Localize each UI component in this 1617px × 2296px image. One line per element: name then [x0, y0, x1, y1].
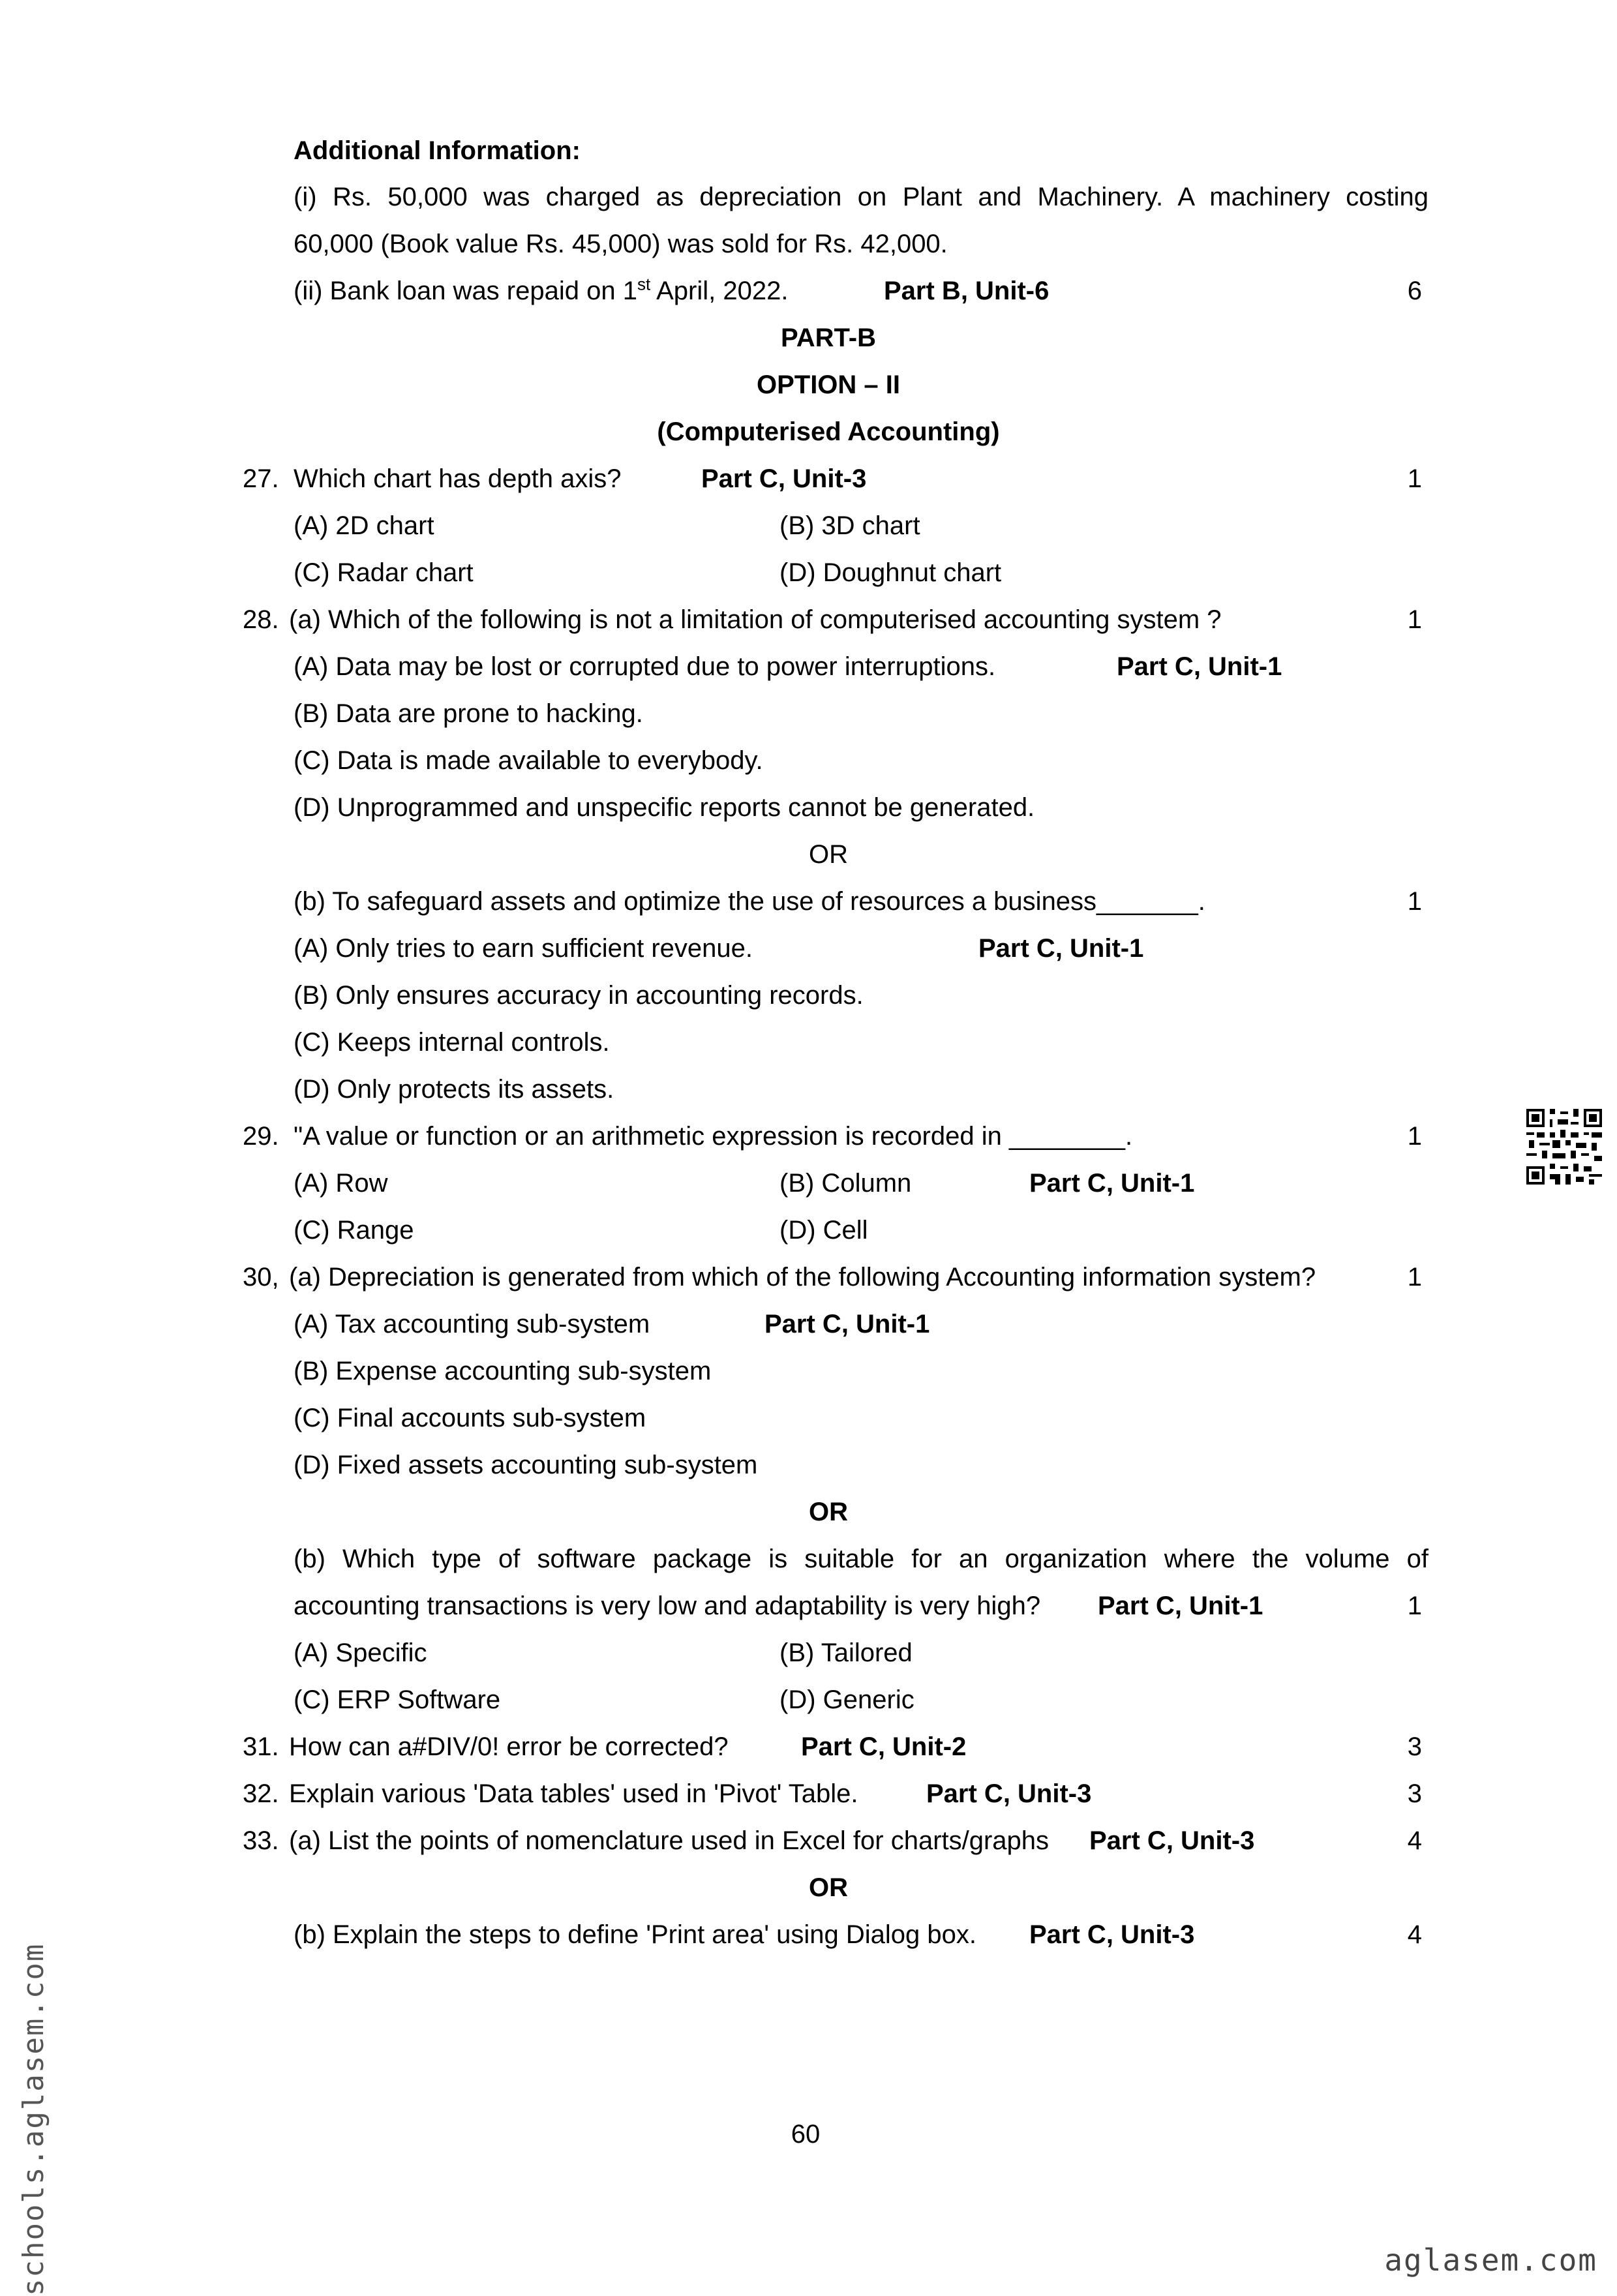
q31-number: 31. [243, 1732, 279, 1761]
q28b-option-c: (C) Keeps internal controls. [294, 1028, 610, 1057]
q31-marks: 3 [1407, 1732, 1422, 1761]
q33b-marks: 4 [1407, 1920, 1422, 1949]
additional-info-ii-post: April, 2022. [650, 277, 789, 305]
q29-marks: 1 [1407, 1122, 1422, 1151]
additional-info-heading: Additional Information: [294, 136, 581, 165]
page-number: 60 [791, 2120, 821, 2149]
additional-info-ii-ref: Part B, Unit-6 [884, 277, 1050, 305]
q30a-option-b: (B) Expense accounting sub-system [294, 1357, 712, 1385]
q29-option-c: (C) Range [294, 1216, 414, 1245]
q30a-option-a: (A) Tax accounting sub-system [294, 1310, 650, 1338]
part-heading: PART-B [781, 324, 876, 352]
additional-info-i-line1: (i) Rs. 50,000 was charged as depreciation on Plant and Machinery. A machinery costing [294, 183, 1428, 211]
q27-option-b: (B) 3D chart [779, 511, 920, 540]
option-heading: OPTION – II [756, 370, 901, 399]
q30b-text-line2: accounting transactions is very low and adaptability is very high? [294, 1592, 1041, 1620]
additional-info-ii-marks: 6 [1407, 277, 1422, 305]
q30a-option-d: (D) Fixed assets accounting sub-system [294, 1451, 758, 1479]
q30b-ref: Part C, Unit-1 [1098, 1592, 1263, 1620]
q30b-text-line1: (b) Which type of software package is suitable for an organization where the volume of [294, 1545, 1428, 1573]
q29-ref: Part C, Unit-1 [1029, 1169, 1195, 1198]
q33b-ref: Part C, Unit-3 [1029, 1920, 1195, 1949]
q27-ref: Part C, Unit-3 [701, 464, 867, 493]
q28b-option-a: (A) Only tries to earn sufficient revenue. [294, 934, 753, 963]
additional-info-ii-pre: (ii) Bank loan was repaid on 1 [294, 277, 637, 305]
watermark-side: schools.aglasem.com [17, 1942, 50, 2296]
q27-option-d: (D) Doughnut chart [779, 558, 1002, 587]
q30b-option-d: (D) Generic [779, 1685, 914, 1714]
q28a-option-c: (C) Data is made available to everybody. [294, 746, 763, 775]
q33a-marks: 4 [1407, 1826, 1422, 1855]
additional-info-i-line2: 60,000 (Book value Rs. 45,000) was sold for Rs. 42,000. [294, 230, 948, 258]
q29-option-a: (A) Row [294, 1169, 388, 1198]
q33b-text: (b) Explain the steps to define 'Print area' using Dialog box. [294, 1920, 976, 1949]
q31-ref: Part C, Unit-2 [801, 1732, 967, 1761]
q30a-ref: Part C, Unit-1 [764, 1310, 930, 1338]
q33a-text: (a) List the points of nomenclature used in Excel for charts/graphs [289, 1826, 1050, 1855]
q30-or: OR [809, 1498, 848, 1526]
q29-option-b: (B) Column [779, 1169, 912, 1198]
q30a-text: (a) Depreciation is generated from which of the following Accounting information system? [289, 1263, 1316, 1292]
q28a-option-a: (A) Data may be lost or corrupted due to power interruptions. [294, 652, 996, 681]
q29-number: 29. [243, 1122, 279, 1151]
q28a-text: (a) Which of the following is not a limitation of computerised accounting system ? [289, 605, 1222, 634]
q28a-ref: Part C, Unit-1 [1117, 652, 1282, 681]
q27-option-c: (C) Radar chart [294, 558, 474, 587]
q28-or: OR [809, 840, 848, 869]
q27-option-a: (A) 2D chart [294, 511, 434, 540]
additional-info-ii-sup: st [637, 274, 651, 294]
q29-option-d: (D) Cell [779, 1216, 868, 1245]
q27-text: Which chart has depth axis? [294, 464, 622, 493]
q30-number: 30, [243, 1263, 279, 1292]
q28a-marks: 1 [1407, 605, 1422, 634]
q27-marks: 1 [1407, 464, 1422, 493]
q29-text: "A value or function or an arithmetic expression is recorded in ________. [294, 1122, 1133, 1151]
q28a-option-d: (D) Unprogrammed and unspecific reports cannot be generated. [294, 793, 1035, 822]
q30b-option-c: (C) ERP Software [294, 1685, 501, 1714]
q28a-option-b: (B) Data are prone to hacking. [294, 699, 643, 728]
q30a-marks: 1 [1407, 1263, 1422, 1292]
qr-code-icon [1526, 1109, 1602, 1185]
q28b-option-b: (B) Only ensures accuracy in accounting records. [294, 981, 864, 1010]
additional-info-ii [294, 274, 789, 305]
q28b-ref: Part C, Unit-1 [978, 934, 1144, 963]
q28b-text: (b) To safeguard assets and optimize the use of resources a business_______. [294, 887, 1205, 916]
q31-text: How can a#DIV/0! error be corrected? [289, 1732, 729, 1761]
q30b-option-b: (B) Tailored [779, 1639, 913, 1667]
q28-number: 28. [243, 605, 279, 634]
watermark-right: aglasem.com [1384, 2243, 1597, 2278]
q33a-ref: Part C, Unit-3 [1089, 1826, 1255, 1855]
q30b-option-a: (A) Specific [294, 1639, 427, 1667]
q32-marks: 3 [1407, 1779, 1422, 1808]
q33-or: OR [809, 1873, 848, 1902]
q28b-marks: 1 [1407, 887, 1422, 916]
q33-number: 33. [243, 1826, 279, 1855]
q30b-marks: 1 [1407, 1592, 1422, 1620]
q32-number: 32. [243, 1779, 279, 1808]
q32-ref: Part C, Unit-3 [926, 1779, 1092, 1808]
q30a-option-c: (C) Final accounts sub-system [294, 1404, 646, 1432]
q27-number: 27. [243, 464, 279, 493]
q32-text: Explain various 'Data tables' used in 'Pivot' Table. [289, 1779, 858, 1808]
subject-heading: (Computerised Accounting) [657, 417, 1000, 446]
q28b-option-d: (D) Only protects its assets. [294, 1075, 614, 1104]
